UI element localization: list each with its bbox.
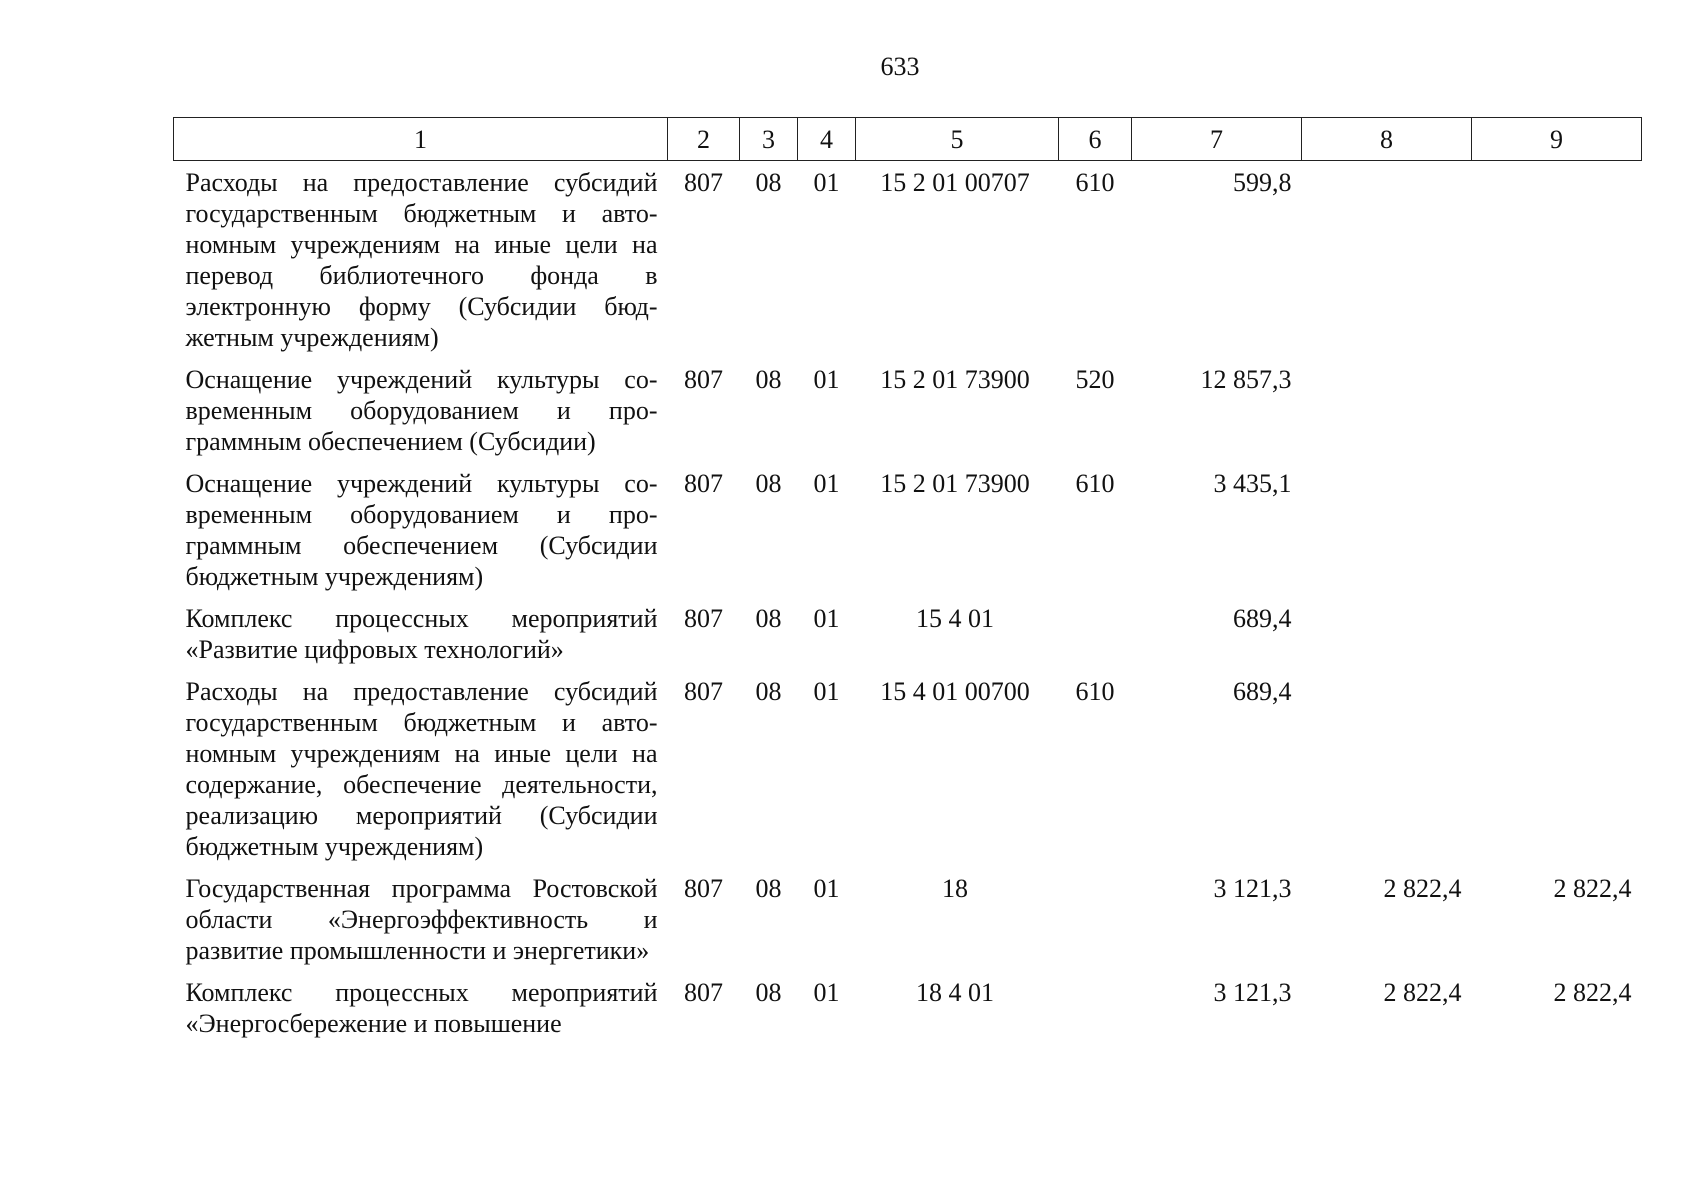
page-number: 633 — [880, 52, 920, 81]
column-header-3: 3 — [740, 118, 798, 161]
ministry-code: 807 — [684, 874, 723, 903]
expense-type-code: 610 — [1075, 677, 1115, 706]
amount-col8: 2 822,4 — [1383, 978, 1462, 1007]
expense-name: Расходы на предоставление субсидий государственным бюджетным и автономным учреждениям на иные цели на перевод библиотечного фонда в электронную форму (Субсидии бюджетным учреждениям) — [185, 168, 658, 352]
amount-col9 — [1472, 161, 1642, 359]
amount-col9: 2 822,4 — [1553, 874, 1632, 903]
expense-name: Оснащение учреждений культуры современным оборудованием и программным обеспечением (Субсидии) — [185, 365, 658, 456]
expense-type-code — [1059, 971, 1132, 1044]
amount-col9 — [1472, 597, 1642, 670]
amount-col8 — [1302, 597, 1472, 670]
expense-name: Государственная программа Ростовской области «Энергоэффективность и развитие промышленности и энергетики» — [185, 874, 658, 965]
amount-col7: 3 121,3 — [1213, 874, 1292, 903]
subsection-code: 01 — [813, 469, 840, 498]
amount-col7: 689,4 — [1233, 604, 1292, 633]
section-code: 08 — [755, 168, 782, 197]
column-header-4: 4 — [798, 118, 856, 161]
target-article-code: 15 2 01 73900 — [880, 469, 1030, 498]
expense-name: Оснащение учреждений культуры современным оборудованием и программным обеспечением (Субсидии бюджетным учреждениям) — [185, 469, 658, 591]
expense-type-code: 610 — [1075, 168, 1115, 197]
ministry-code: 807 — [684, 978, 723, 1007]
column-header-8: 8 — [1302, 118, 1472, 161]
table-header — [174, 118, 1642, 161]
amount-col8 — [1302, 462, 1472, 597]
column-header-9: 9 — [1472, 118, 1642, 161]
section-code: 08 — [755, 604, 782, 633]
subsection-code: 01 — [813, 978, 840, 1007]
column-header-7: 7 — [1132, 118, 1302, 161]
subsection-code: 01 — [813, 677, 840, 706]
amount-col8 — [1302, 161, 1472, 359]
header-row — [174, 118, 1642, 161]
subsection-code: 01 — [813, 365, 840, 394]
target-article-code: 18 — [942, 874, 968, 903]
amount-col7: 3 435,1 — [1213, 469, 1292, 498]
amount-col7: 12 857,3 — [1200, 365, 1292, 394]
target-article-code: 15 2 01 00707 — [880, 168, 1030, 197]
column-header-6: 6 — [1059, 118, 1132, 161]
section-code: 08 — [755, 365, 782, 394]
expense-type-code — [1059, 867, 1132, 971]
expense-type-code: 610 — [1075, 469, 1115, 498]
budget-table — [173, 117, 1642, 1044]
expense-name: Комплекс процессных мероприятий «Энергосбережение и повышение — [185, 978, 658, 1038]
target-article-code: 15 2 01 73900 — [880, 365, 1030, 394]
section-code: 08 — [755, 677, 782, 706]
amount-col9 — [1472, 670, 1642, 867]
table-row — [174, 597, 1642, 670]
target-article-code: 18 4 01 — [916, 978, 994, 1007]
table-row — [174, 670, 1642, 867]
section-code: 08 — [755, 978, 782, 1007]
expense-type-code — [1059, 597, 1132, 670]
table-row — [174, 358, 1642, 462]
table-row — [174, 867, 1642, 971]
amount-col9: 2 822,4 — [1553, 978, 1632, 1007]
table-row — [174, 462, 1642, 597]
expense-name: Комплекс процессных мероприятий «Развитие цифровых технологий» — [185, 604, 658, 664]
section-code: 08 — [755, 469, 782, 498]
ministry-code: 807 — [684, 469, 723, 498]
amount-col8 — [1302, 358, 1472, 462]
ministry-code: 807 — [684, 365, 723, 394]
target-article-code: 15 4 01 — [916, 604, 994, 633]
expense-name: Расходы на предоставление субсидий государственным бюджетным и автономным учреждениям на иные цели на содержание, обеспечение деятельности, реализацию мероприятий (Субсидии бюджетным учреждениям) — [185, 677, 658, 861]
table-row — [174, 971, 1642, 1044]
table-row — [174, 161, 1642, 359]
ministry-code: 807 — [684, 168, 723, 197]
amount-col7: 689,4 — [1233, 677, 1292, 706]
amount-col7: 599,8 — [1233, 168, 1292, 197]
ministry-code: 807 — [684, 604, 723, 633]
subsection-code: 01 — [813, 604, 840, 633]
section-code: 08 — [755, 874, 782, 903]
column-header-2: 2 — [668, 118, 740, 161]
subsection-code: 01 — [813, 168, 840, 197]
amount-col7: 3 121,3 — [1213, 978, 1292, 1007]
amount-col8: 2 822,4 — [1383, 874, 1462, 903]
amount-col9 — [1472, 462, 1642, 597]
table-body — [174, 161, 1642, 1045]
column-header-1: 1 — [174, 118, 668, 161]
amount-col9 — [1472, 358, 1642, 462]
ministry-code: 807 — [684, 677, 723, 706]
expense-type-code: 520 — [1075, 365, 1115, 394]
target-article-code: 15 4 01 00700 — [880, 677, 1030, 706]
column-header-5: 5 — [856, 118, 1059, 161]
subsection-code: 01 — [813, 874, 840, 903]
amount-col8 — [1302, 670, 1472, 867]
